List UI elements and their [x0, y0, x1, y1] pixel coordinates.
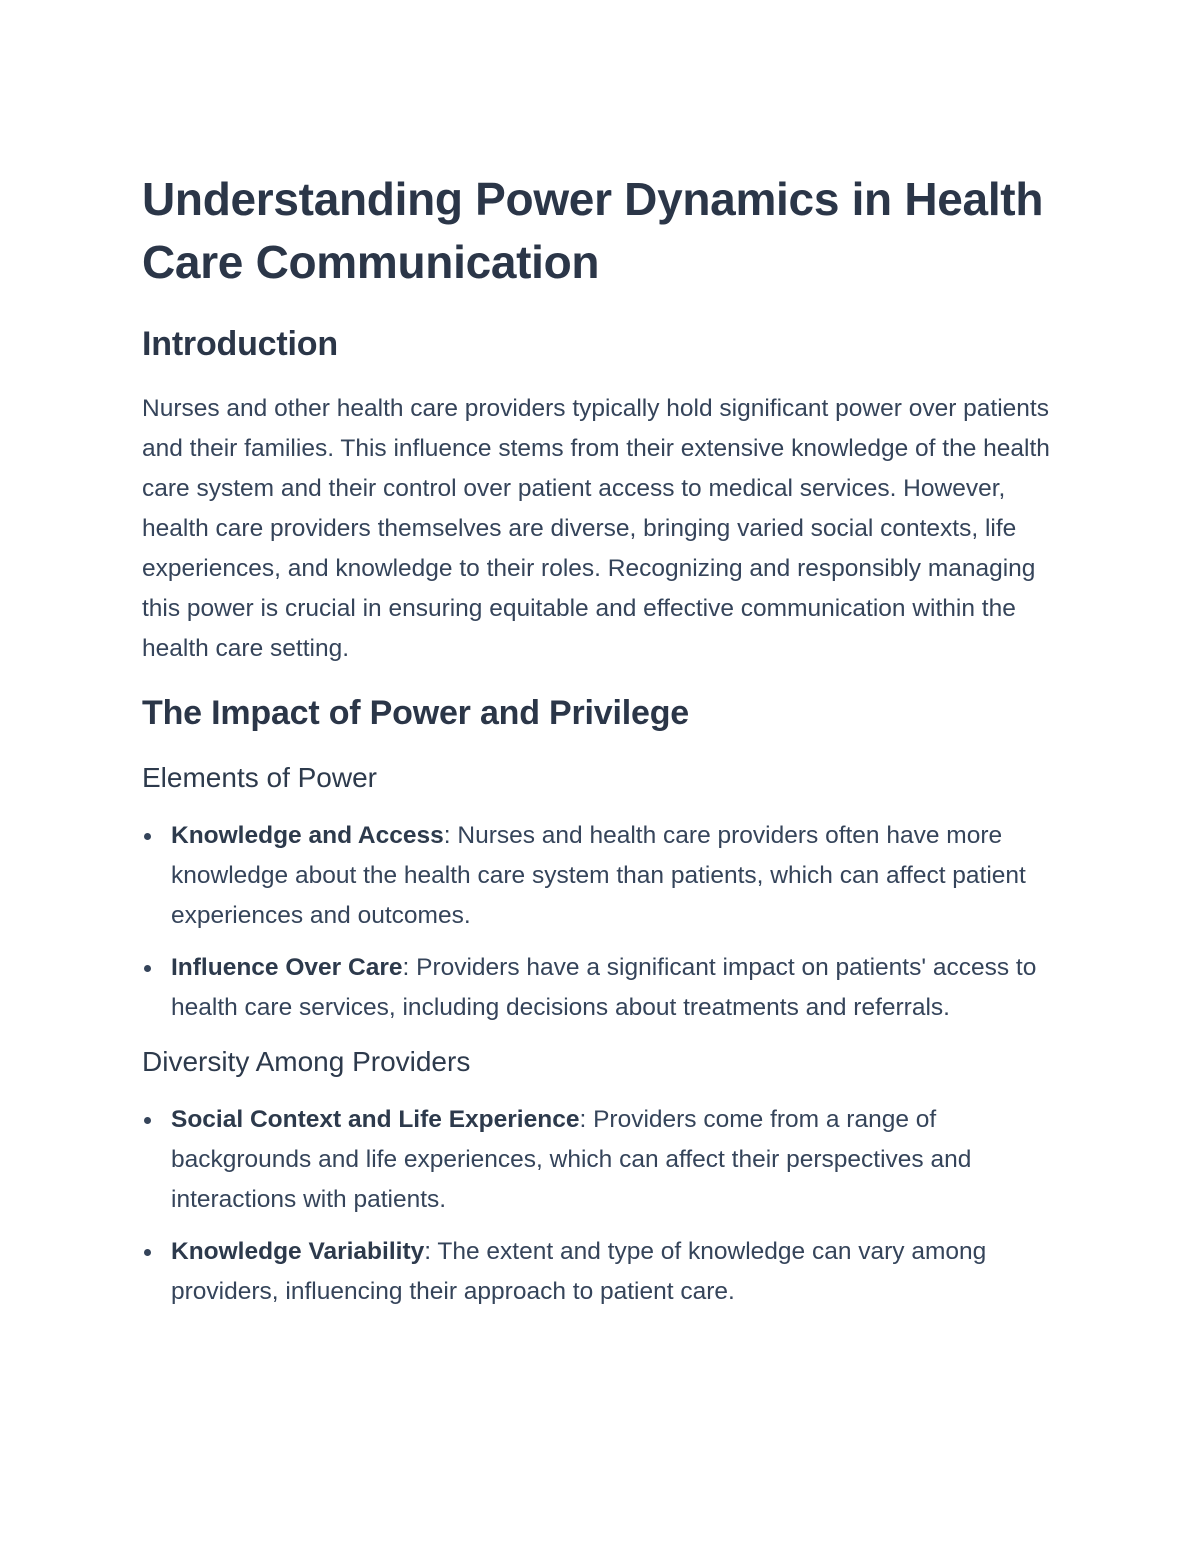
- document-title: Understanding Power Dynamics in Health Care Communication: [142, 173, 1044, 288]
- elements-of-power-list: [142, 816, 1062, 1028]
- elements-of-power-heading: Elements of Power: [142, 762, 377, 793]
- list-item: [142, 1100, 1062, 1220]
- list-item: [142, 948, 1062, 1028]
- introduction-heading: Introduction: [142, 325, 338, 363]
- diversity-among-providers-list: [142, 1100, 1062, 1312]
- list-item-text: : Providers come from a range of backgrounds and life experiences, which can affect their perspectives and interactions with patients.: [171, 1106, 972, 1213]
- bullet-icon: [144, 833, 151, 840]
- document-page: [142, 168, 1062, 1312]
- list-item-term: Influence Over Care: [171, 954, 403, 981]
- diversity-among-providers-heading: Diversity Among Providers: [142, 1046, 471, 1077]
- list-item-term: Knowledge and Access: [171, 822, 444, 849]
- list-item-text: : The extent and type of knowledge can vary among providers, influencing their approach to patient care.: [171, 1238, 987, 1305]
- bullet-icon: [144, 965, 151, 972]
- list-item-term: Knowledge Variability: [171, 1238, 425, 1265]
- list-item-text: : Nurses and health care providers often have more knowledge about the health care system than patients, which can affect patient experiences and outcomes.: [171, 822, 1026, 929]
- bullet-icon: [144, 1249, 151, 1256]
- list-item: [142, 816, 1062, 936]
- introduction-paragraph: Nurses and other health care providers typically hold significant power over patients and their families. This influence stems from their extensive knowledge of the health care system and their control over patient access to medical services. However, health care providers themselves are diverse, bringing varied social contexts, life experiences, and knowledge to their roles. Recognizing and responsibly managing this power is crucial in ensuring equitable and effective communication within the health care setting.: [142, 395, 1050, 662]
- list-item: [142, 1232, 1062, 1312]
- impact-heading: The Impact of Power and Privilege: [142, 694, 689, 732]
- bullet-icon: [144, 1117, 151, 1124]
- list-item-term: Social Context and Life Experience: [171, 1106, 580, 1133]
- list-item-text: : Providers have a significant impact on patients' access to health care services, including decisions about treatments and referrals.: [171, 954, 1037, 1021]
